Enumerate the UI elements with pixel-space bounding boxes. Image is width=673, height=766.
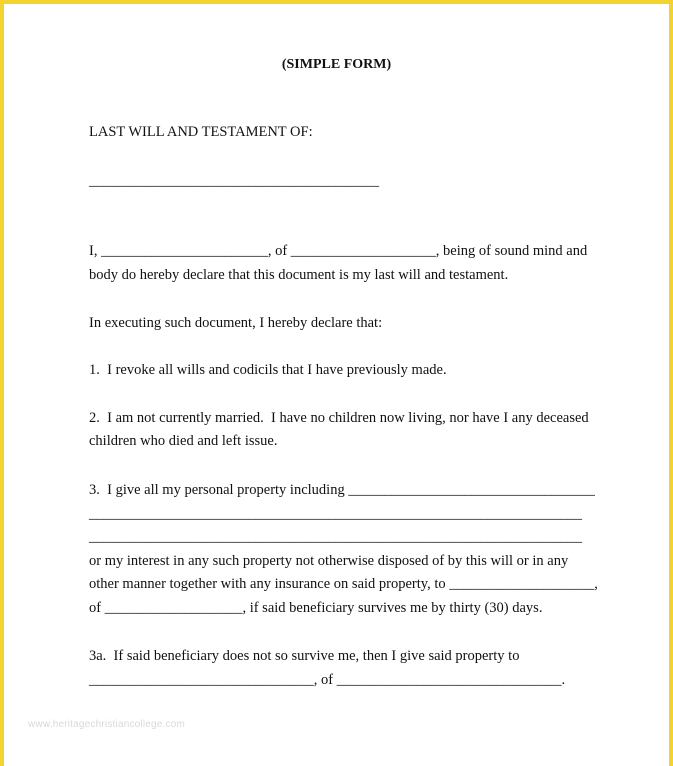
intro-line-2: body do hereby declare that this document is my last will and testament.: [89, 267, 509, 283]
document-heading: LAST WILL AND TESTAMENT OF:: [89, 124, 313, 140]
watermark-text: www.heritagechristiancollege.com: [28, 719, 186, 730]
clause-3-line-3: ____________________________________________________________________: [89, 529, 582, 545]
clause-3-line-6: of ___________________, if said beneficiary survives me by thirty (30) days.: [89, 600, 543, 616]
declaration-line: In executing such document, I hereby declare that:: [89, 315, 383, 331]
form-title: (SIMPLE FORM): [281, 57, 392, 72]
clause-3a-line-1: 3a. If said beneficiary does not so survive me, then I give said property to: [89, 648, 520, 664]
clause-2-line-2: children who died and left issue.: [89, 433, 278, 449]
clause-2-line-1: 2. I am not currently married. I have no children now living, nor have I any deceased: [89, 410, 589, 426]
clause-3-line-2: ____________________________________________________________________: [89, 506, 582, 522]
clause-1: 1. I revoke all wills and codicils that I have previously made.: [89, 362, 447, 378]
testator-name-blank: ________________________________________: [89, 173, 379, 189]
clause-3-line-5: other manner together with any insurance on said property, to ____________________,: [89, 576, 598, 592]
clause-3a-line-2: _______________________________, of _______________________________.: [89, 672, 566, 688]
clause-3-line-1: 3. I give all my personal property including __________________________________: [89, 482, 595, 498]
clause-3-line-4: or my interest in any such property not otherwise disposed of by this will or in any: [89, 553, 569, 569]
intro-line-1: I, _______________________, of ____________________, being of sound mind and: [89, 243, 588, 259]
